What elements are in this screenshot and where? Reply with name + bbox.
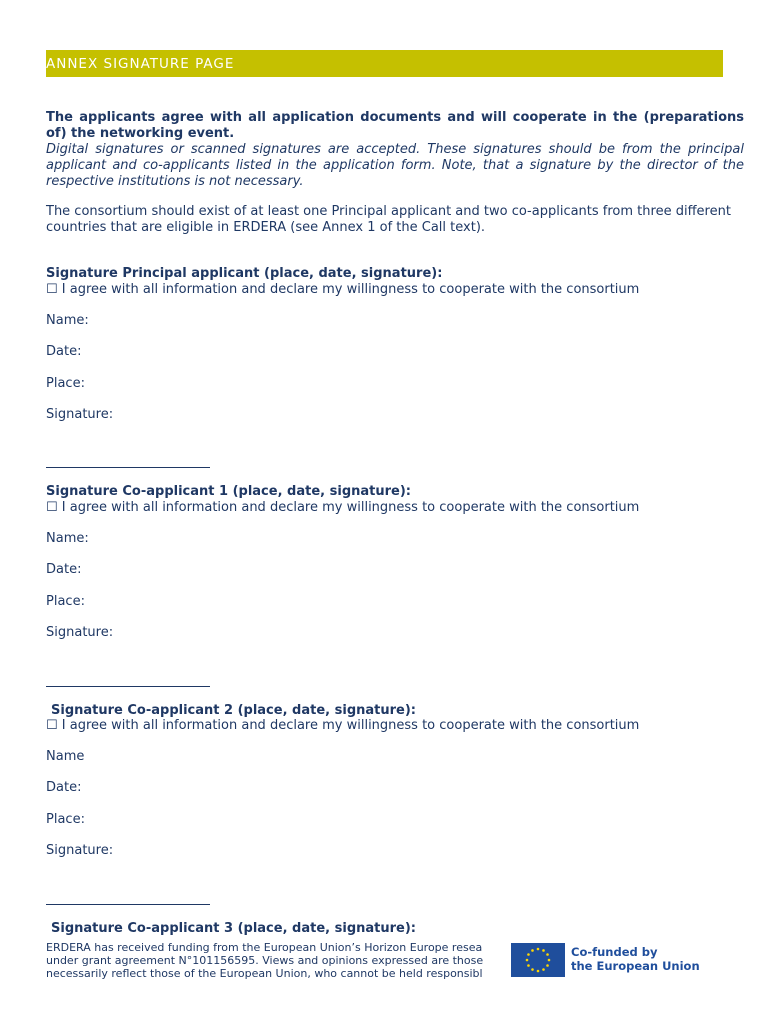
funding-disclaimer: [46, 941, 510, 983]
coapplicant1-heading: Signature Co-applicant 1 (place, date, signature):: [46, 484, 411, 499]
eu-star: [546, 953, 549, 956]
eu-cofunded-label: [571, 945, 700, 973]
intro-italic: Digital signatures or scanned signatures are accepted. These signatures should be from the principal applicant and co-applicants listed in the application form. Note, that a signature by the director of the respective institutions is not necessary.: [46, 142, 744, 189]
coapplicant1-agreement-checkbox[interactable]: ☐ I agree with all information and declare my willingness to cooperate with the consortium: [46, 500, 640, 515]
principal-place-label: Place:: [46, 376, 85, 391]
coapplicant2-heading: Signature Co-applicant 2 (place, date, signature):: [51, 703, 416, 718]
footer-line-3: necessarily reflect those of the European Union, who cannot be held responsibl: [46, 967, 483, 980]
coapplicant1-signature-label: Signature:: [46, 625, 114, 640]
consortium-text: The consortium should exist of at least one Principal applicant and two co-applicants from three different countries that are eligible in ERDERA (see Annex 1 of the Call text).: [46, 204, 731, 235]
coapplicant2-signature-label: Signature:: [46, 843, 114, 858]
eu-star: [537, 970, 540, 973]
footer-line-2: under grant agreement N°101156595. Views and opinions expressed are those: [46, 954, 484, 967]
coapplicant1-place-label: Place:: [46, 594, 85, 609]
eu-star: [527, 953, 530, 956]
principal-heading: Signature Principal applicant (place, date, signature):: [46, 266, 443, 281]
principal-agreement-checkbox[interactable]: ☐ I agree with all information and declare my willingness to cooperate with the consortium: [46, 282, 640, 297]
coapplicant2-place-label: Place:: [46, 812, 85, 827]
coapplicant1-signature-line: [46, 686, 210, 687]
principal-signature-label: Signature:: [46, 407, 114, 422]
eu-flag-icon: [511, 943, 565, 977]
coapplicant2-date-label: Date:: [46, 780, 82, 795]
coapplicant2-name-label: Name: [46, 749, 85, 764]
eu-star: [542, 949, 545, 952]
annex-banner: [46, 50, 723, 77]
eu-cofunded-line-1: Co-funded by: [571, 945, 658, 959]
principal-date-label: Date:: [46, 344, 82, 359]
eu-star: [531, 968, 534, 971]
eu-star: [526, 959, 529, 962]
intro-bold: The applicants agree with all application documents and will cooperate in the (preparations of) the networking event.: [46, 110, 744, 141]
coapplicant3-heading: Signature Co-applicant 3 (place, date, signature):: [51, 921, 416, 936]
eu-star: [531, 949, 534, 952]
coapplicant2-signature-line: [46, 904, 210, 905]
eu-cofunded-line-2: the European Union: [571, 959, 700, 973]
coapplicant1-date-label: Date:: [46, 562, 82, 577]
banner-title: ANNEX SIGNATURE PAGE: [46, 56, 235, 72]
principal-signature-line: [46, 467, 210, 468]
eu-star: [548, 959, 551, 962]
eu-star: [546, 964, 549, 967]
principal-name-label: Name:: [46, 313, 89, 328]
coapplicant2-agreement-checkbox[interactable]: ☐ I agree with all information and declare my willingness to cooperate with the consortium: [46, 718, 640, 733]
eu-star: [537, 948, 540, 951]
eu-star: [542, 968, 545, 971]
coapplicant1-name-label: Name:: [46, 531, 89, 546]
eu-star: [527, 964, 530, 967]
footer-line-1: ERDERA has received funding from the European Union’s Horizon Europe resea: [46, 941, 483, 954]
